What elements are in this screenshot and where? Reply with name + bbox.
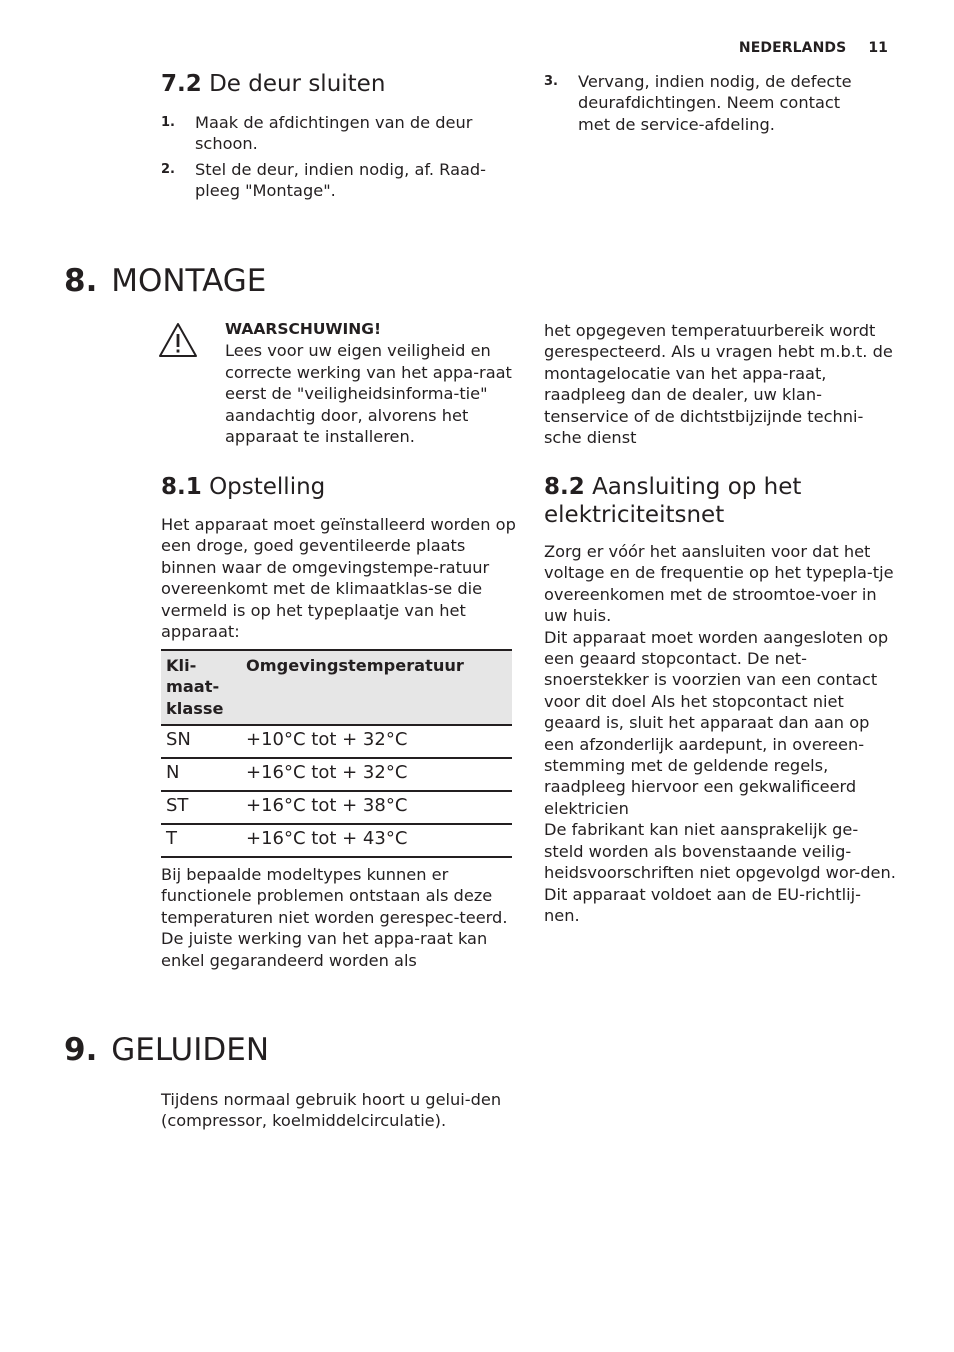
section-title: Aansluiting op het elektriciteitsnet xyxy=(544,474,802,528)
table-row xyxy=(161,791,512,824)
page-number: 11 xyxy=(868,40,888,56)
paragraph: Dit apparaat moet worden aangesloten op een geaard stopcontact. De net-snoerstekker is voorzien van een contact voor dit doel Als het stopcontact niet geaard is, sluit het apparaat dan aan op een afzonderlijk aardepunt, in overeen-stemming met de geldende regels, raadpleeg hiervoor een gekwalificeerd elektricien xyxy=(544,627,889,818)
step-text: Vervang, indien nodig, de defecte deurafdichtingen. Neem contact met de service-afdeling. xyxy=(578,72,852,134)
chapter-title: MONTAGE xyxy=(111,263,267,299)
section-9-text: Tijdens normaal gebruik hoort u gelui-den (compressor, koelmiddelcirculatie). xyxy=(161,1090,502,1131)
climate-class-table xyxy=(161,649,512,858)
table-row xyxy=(161,824,512,857)
paragraph: Zorg er vóór het aansluiten voor dat het voltage en de frequentie op het typepla-tje overeenkomen met de stroomtoe-voer in uw huis. xyxy=(544,542,894,626)
list-item xyxy=(544,71,874,135)
section-8-2-heading xyxy=(544,473,884,529)
warning-text: Lees voor uw eigen veiligheid en correcte werking van het appa-raat eerst de "veiligheidsinforma-tie" aandachtig door, alvorens het apparaat te installeren. xyxy=(225,341,512,447)
step-number: 3. xyxy=(544,74,558,89)
step-text: Stel de deur, indien nodig, af. Raad-pleeg "Montage". xyxy=(195,159,487,201)
warning-continued-text: het opgegeven temperatuurbereik wordt gerespecteerd. Als u vragen hebt m.b.t. de montagelocatie van het appa-raat, raadpleeg dan de dealer, uw klan-tenservice of de dichtstbijzijnde techni-sche dienst xyxy=(544,321,893,448)
table-cell: T xyxy=(166,828,177,850)
table-cell: +16°C tot + 43°C xyxy=(246,828,408,850)
table-header-cell: Kli- maat- klasse xyxy=(166,656,224,718)
table-cell: ST xyxy=(166,795,189,817)
paragraph: De fabrikant kan niet aansprakelijk ge-steld worden als bovenstaande veilig-heidsvoorschriften niet opgevolgd wor-den. xyxy=(544,820,896,883)
table-cell: +10°C tot + 32°C xyxy=(246,729,408,751)
chapter-number: 8. xyxy=(64,263,98,299)
page-header xyxy=(739,40,888,56)
section-8-2-body xyxy=(544,541,896,926)
chapter-number: 9. xyxy=(64,1032,98,1068)
table-row xyxy=(161,758,512,791)
warning-block xyxy=(225,319,517,447)
section-8-1-heading xyxy=(161,473,325,501)
table-cell: N xyxy=(166,762,180,784)
table-row xyxy=(161,725,512,758)
table-cell: SN xyxy=(166,729,191,751)
section-number: 8.2 xyxy=(544,474,585,500)
section-number: 7.2 xyxy=(161,71,202,97)
warning-icon xyxy=(158,322,198,358)
steps-list-left xyxy=(161,112,513,206)
paragraph: Dit apparaat voldoet aan de EU-richtlij-nen. xyxy=(544,884,861,925)
table-cell: +16°C tot + 32°C xyxy=(246,762,408,784)
table-header-row xyxy=(161,650,512,725)
warning-title: WAARSCHUWING! xyxy=(225,320,382,338)
table-header-cell: Omgevingstemperatuur xyxy=(246,656,464,675)
step-number: 1. xyxy=(161,115,175,130)
steps-list-right xyxy=(544,71,874,139)
chapter-9-heading xyxy=(64,1032,269,1068)
list-item xyxy=(161,112,513,155)
section-8-1-after-table: Bij bepaalde modeltypes kunnen er functionele problemen ontstaan als deze temperaturen niet worden gerespec-teerd. De juiste werking van het appa-raat kan enkel gegarandeerd worden als xyxy=(161,865,508,970)
header-language: NEDERLANDS xyxy=(738,40,847,56)
step-text: Maak de afdichtingen van de deur schoon. xyxy=(195,113,473,154)
section-title: Opstelling xyxy=(209,474,326,500)
section-title: De deur sluiten xyxy=(209,71,386,97)
section-7-2-heading xyxy=(161,70,385,98)
chapter-title: GELUIDEN xyxy=(111,1032,270,1068)
section-number: 8.1 xyxy=(161,474,202,500)
step-number: 2. xyxy=(161,161,175,177)
list-item xyxy=(161,159,513,202)
section-8-1-intro: Het apparaat moet geïnstalleerd worden op een droge, goed geventileerde plaats binnen waar de omgevingstempe-ratuur overeenkomt met de klimaatklas-se die vermeld is op het typeplaatje van het apparaat: xyxy=(161,515,516,642)
chapter-8-heading xyxy=(64,263,266,299)
table-cell: +16°C tot + 38°C xyxy=(246,795,408,817)
